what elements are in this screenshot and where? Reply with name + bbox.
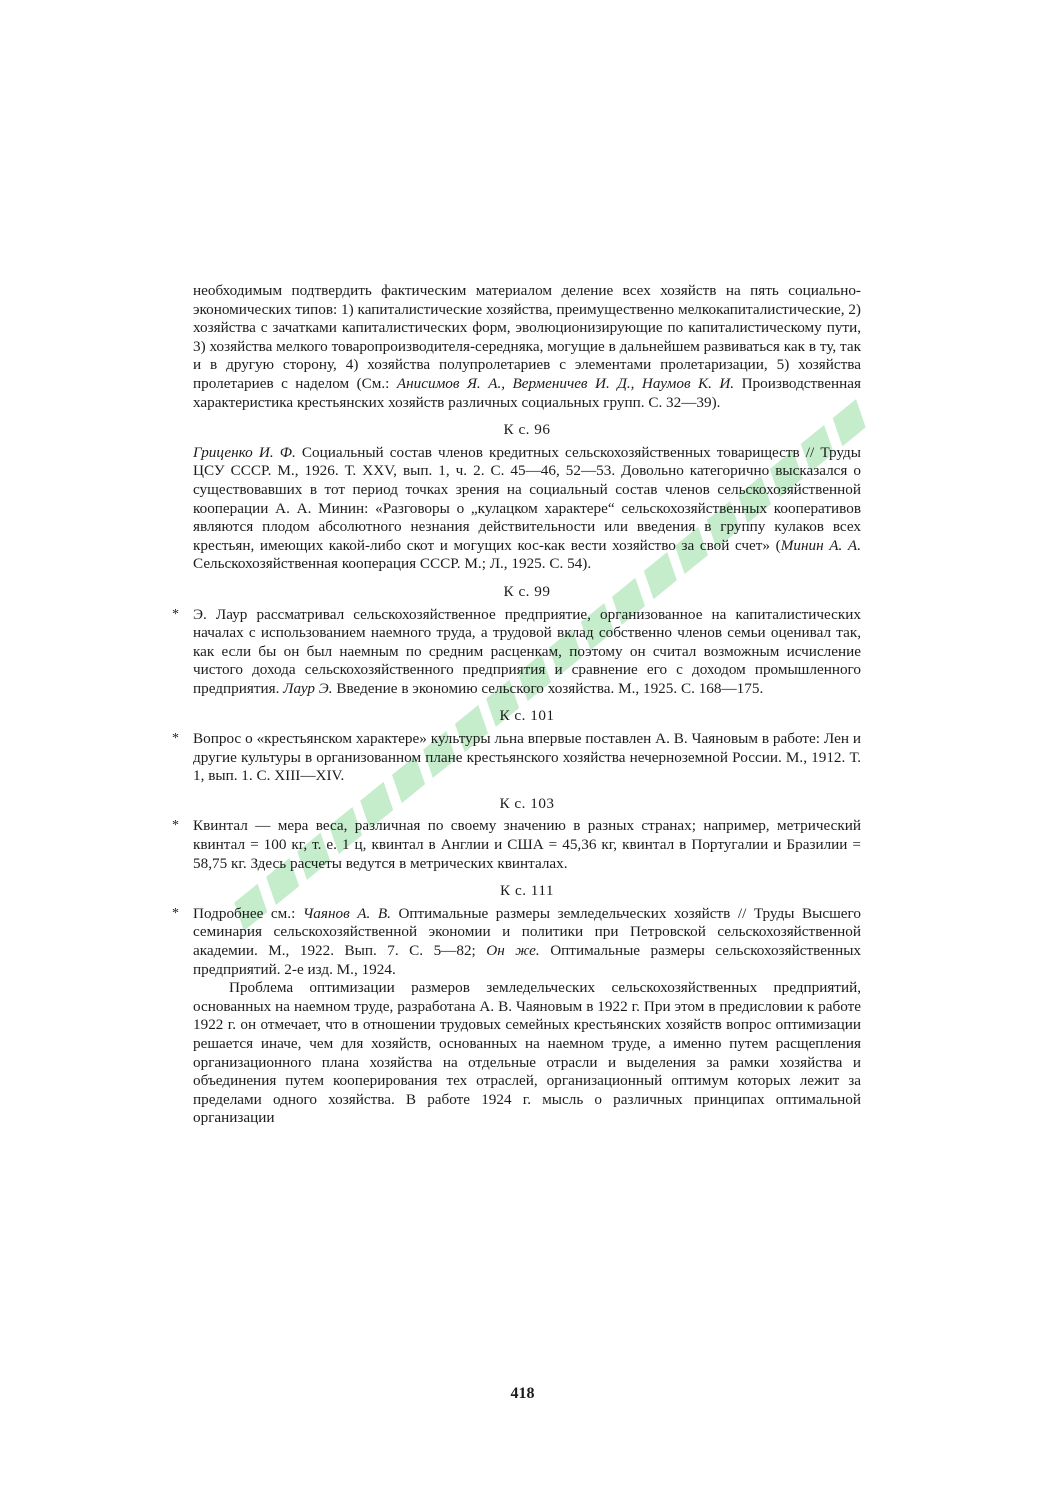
section-heading-111: К с. 111 bbox=[500, 882, 554, 900]
section-heading-103: К с. 103 bbox=[499, 794, 555, 812]
page-number: 418 bbox=[510, 1385, 535, 1402]
asterisk-marker: * bbox=[172, 818, 179, 834]
note-111-paragraph-2: Проблема оптимизации размеров земледельческих сельскохозяйственных предприятий, основанных на наемном труде, разработана А. В. Чаяновым в 1922 г. При этом в предисловии к работе 1922 г. он отмечает, что в отношении трудовых семейных крестьянских хозяйств вопрос оптимизации решается иначе, чем для хозяйств, основанных на наемном труде, а именно путем расщепления организационного плана хозяйства на отдельные отрасли и выделения за рамки хозяйства и объединения путем кооперирования тех отраслей, организационный оптимум которых лежит за пределами одного хозяйства. В работе 1924 г. мысль о различных принципах оптимальной организации bbox=[193, 979, 861, 1127]
page-content bbox=[172, 282, 861, 1128]
note-111: * Подробнее см.: Чаянов А. В. Оптимальные размеры земледельческих хозяйств // Труды Высшего семинария сельскохозяйственной экономии и политики при Петровской сельскохозяйственной академии. М., 1922. Вып. 7. С. 5—82; Он же. Оптимальные размеры сельскохозяйственных предприятий. 2-е изд. М., 1924. bbox=[172, 904, 861, 978]
section-heading-96: К с. 96 bbox=[503, 421, 551, 439]
section-heading-99: К с. 99 bbox=[503, 582, 551, 600]
intro-paragraph: необходимым подтвердить фактическим материалом деление всех хозяйств на пять социально-экономических типов: 1) капиталистические хозяйства, преимущественно мелкокапиталистические, 2) хозяйства с зачатками капиталистических форм, эволюционизирующие по капиталистическому пути, 3) хозяйства мелкого товаропроизводителя-середняка, могущие в дальнейшем развиваться как в ту, так и в другую сторону, 4) хозяйства полупролетариев с элементами пролетаризации, 5) хозяйства пролетариев с наделом (См.: Анисимов Я. А., Верменичев И. Д., Наумов К. И. Производственная характеристика крестьянских хозяйств различных социальных групп. С. 32—39). bbox=[193, 282, 861, 411]
section-heading-101: К с. 101 bbox=[499, 707, 555, 725]
note-99: * Э. Лаур рассматривал сельскохозяйственное предприятие, организованное на капиталистических началах с использованием наемного труда, а трудовой вклад собственно членов семьи оценивал так, как если бы он был наемным по средним расценкам, поэтому он считал возможным исчисление чистого дохода сельскохозяйственного предприятия и сравнение его с доходом промышленного предприятия. Лаур Э. Введение в экономию сельского хозяйства. М., 1925. С. 168—175. bbox=[172, 605, 861, 697]
asterisk-marker: * bbox=[172, 606, 179, 622]
note-101: * Вопрос о «крестьянском характере» культуры льна впервые поставлен А. В. Чаяновым в работе: Лен и другие культуры в организованном плане крестьянского хозяйства нечерноземной России. М., 1912. Т. 1, вып. 1. С. XIII—XIV. bbox=[172, 730, 861, 785]
asterisk-marker: * bbox=[172, 905, 179, 921]
note-96: Гриценко И. Ф. Социальный состав членов кредитных сельскохозяйственных товариществ // Труды ЦСУ СССР. М., 1926. Т. XXV, вып. 1, ч. 2. С. 45—46, 52—53. Довольно категорично высказался о существовавших в тот период точках зрения на социальный состав членов сельскохозяйственной кооперации А. А. Минин: «Разговоры о „кулацком характере“ сельскохозяйственных кооперативов являются плодом абсолютного незнания действительности или введения в группу кулаков всех крестьян, имеющих какой-либо скот и могущих кос-как вести хозяйство за свой счет» (Минин А. А. Сельскохозяйственная кооперация СССР. М.; Л., 1925. С. 54). bbox=[193, 443, 861, 573]
asterisk-marker: * bbox=[172, 731, 179, 747]
note-103: * Квинтал — мера веса, различная по своему значению в разных странах; например, метрический квинтал = 100 кг, т. е. 1 ц, квинтал в Англии и США = 45,36 кг, квинтал в Португалии и Бразилии = 58,75 кг. Здесь расчеты ведутся в метрических квинталах. bbox=[172, 817, 861, 872]
